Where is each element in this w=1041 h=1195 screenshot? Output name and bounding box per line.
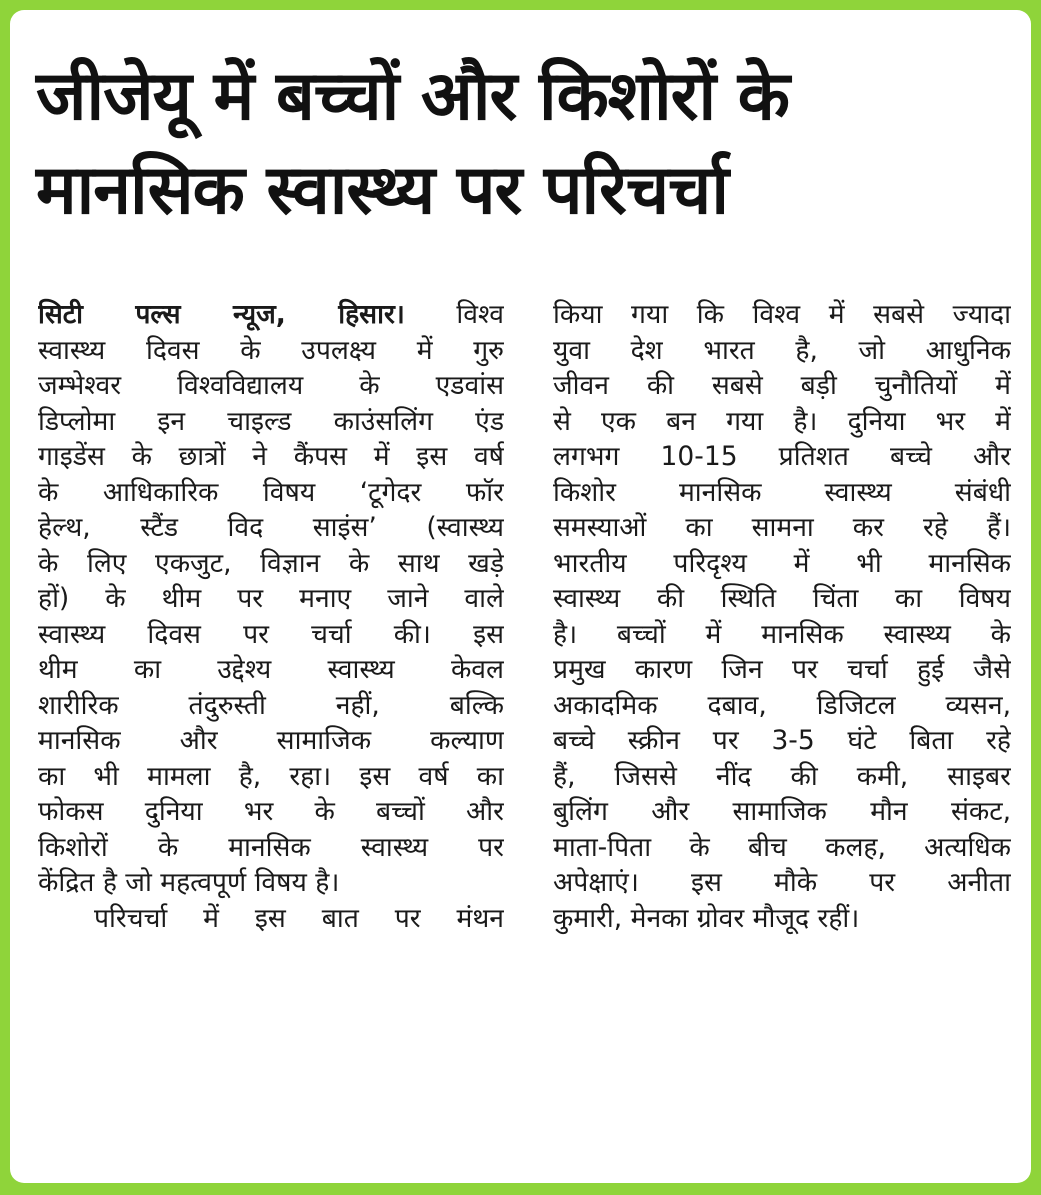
left-line: के लिए एकजुट, विज्ञान के साथ खड़े	[38, 547, 504, 579]
right-line: समस्याओं का सामना कर रहे हैं।	[553, 512, 1011, 543]
left-line: स्वास्थ्य दिवस के उपलक्ष्य में गुरु	[38, 334, 504, 366]
left-line: के आधिकारिक विषय ‘टूगेदर फॉर	[38, 476, 504, 508]
left-line: हों) के थीम पर मनाए जाने वाले	[38, 583, 504, 614]
left-line-1	[38, 297, 504, 333]
right-line: माता-पिता के बीच कलह, अत्यधिक	[553, 831, 1011, 863]
left-line: स्वास्थ्य दिवस पर चर्चा की। इस	[38, 618, 504, 650]
left-line: गाइडेंस के छात्रों ने कैंपस में इस वर्ष	[38, 441, 504, 472]
headline-line-1: जीजेयू में बच्चों और किशोरों के	[36, 57, 789, 136]
article-column-right	[553, 297, 1011, 936]
left-line: किशोरों के मानसिक स्वास्थ्य पर	[38, 831, 504, 863]
left-line: केंद्रित है जो महत्वपूर्ण विषय है।	[38, 867, 340, 898]
right-line: से एक बन गया है। दुनिया भर में	[553, 405, 1011, 437]
right-line: स्वास्थ्य की स्थिति चिंता का विषय	[553, 583, 1011, 614]
right-line: किया गया कि विश्व में सबसे ज्यादा	[553, 299, 1011, 330]
headline-line-2: मानसिक स्वास्थ्य पर परिचर्चा	[36, 151, 728, 230]
left-line: शारीरिक तंदुरुस्ती नहीं, बल्कि	[38, 689, 504, 721]
left-line: जम्भेश्वर विश्वविद्यालय के एडवांस	[38, 370, 504, 401]
left-line: का भी मामला है, रहा। इस वर्ष का	[38, 760, 504, 792]
dateline: सिटी पल्स न्यूज, हिसार।	[38, 299, 405, 330]
headline	[36, 50, 1011, 238]
right-line: बच्चे स्क्रीन पर 3-5 घंटे बिता रहे	[553, 725, 1011, 756]
right-line: भारतीय परिदृश्य में भी मानसिक	[553, 547, 1011, 579]
right-line: प्रमुख कारण जिन पर चर्चा हुई जैसे	[553, 654, 1011, 685]
article-column-left	[38, 297, 504, 936]
right-line: लगभग 10-15 प्रतिशत बच्चे और	[553, 441, 1011, 472]
right-line: किशोर मानसिक स्वास्थ्य संबंधी	[553, 476, 1011, 508]
right-line: अपेक्षाएं। इस मौके पर अनीता	[553, 867, 1011, 898]
right-line: युवा देश भारत है, जो आधुनिक	[553, 334, 1011, 366]
left-line: डिप्लोमा इन चाइल्ड काउंसलिंग एंड	[38, 405, 504, 437]
left-line: मानसिक और सामाजिक कल्याण	[38, 725, 504, 756]
left-line: परिचर्चा में इस बात पर मंथन	[94, 902, 504, 934]
left-line-1-text: विश्व	[456, 299, 504, 330]
newspaper-clipping	[10, 10, 1031, 1183]
right-line: कुमारी, मेनका ग्रोवर मौजूद रहीं।	[553, 902, 860, 934]
left-line: हेल्थ, स्टैंड विद साइंस’ (स्वास्थ्य	[38, 512, 504, 543]
right-line: है। बच्चों में मानसिक स्वास्थ्य के	[553, 618, 1011, 650]
left-line: थीम का उद्देश्य स्वास्थ्य केवल	[38, 654, 504, 685]
right-line: हैं, जिससे नींद की कमी, साइबर	[553, 760, 1011, 792]
right-line: बुलिंग और सामाजिक मौन संकट,	[553, 796, 1011, 827]
right-line: अकादमिक दबाव, डिजिटल व्यसन,	[553, 689, 1011, 721]
right-line: जीवन की सबसे बड़ी चुनौतियों में	[553, 370, 1011, 401]
left-line: फोकस दुनिया भर के बच्चों और	[38, 796, 504, 827]
